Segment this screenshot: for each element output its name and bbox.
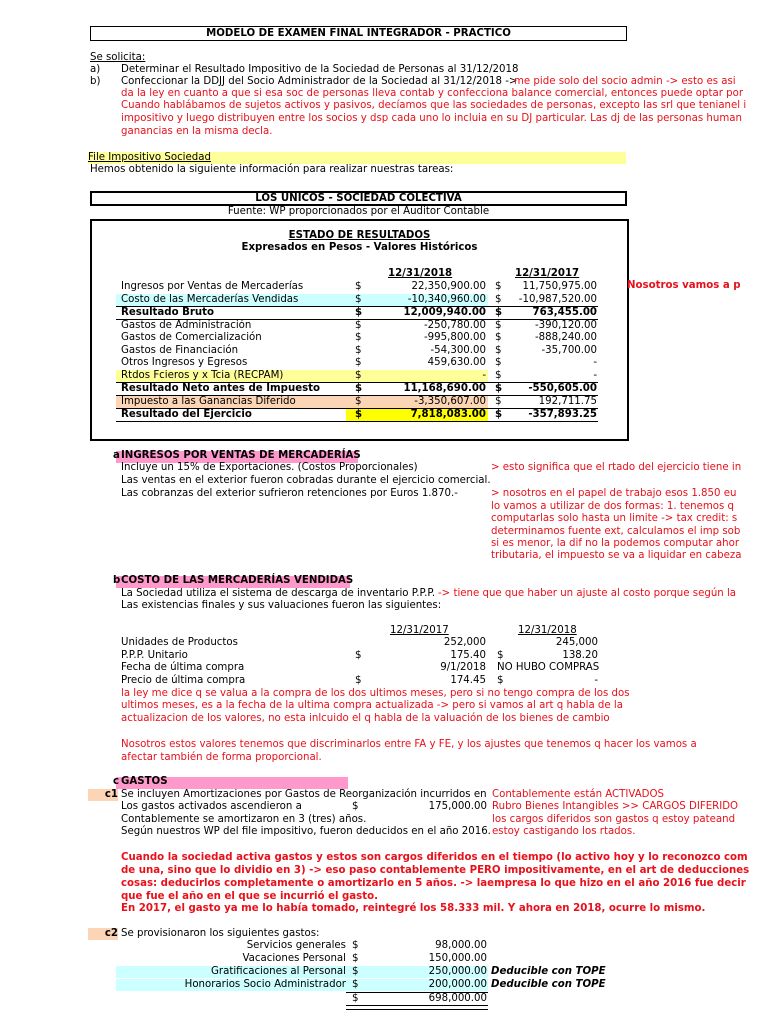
inventory-row-value-2018: - <box>594 675 598 686</box>
section-a-line-3: Las cobranzas del exterior sufrieron retenciones por Euros 1.870.- <box>121 488 458 499</box>
statement-row-value-2017: -550,605.00 <box>528 383 597 394</box>
statement-row-currency-2017: $ <box>495 409 503 420</box>
statement-row-currency-2018: $ <box>355 396 362 407</box>
statement-row-label: Ingresos por Ventas de Mercaderías <box>121 281 304 292</box>
statement-row-rule <box>116 382 598 383</box>
intro-note-2: Cuando hablábamos de sujetos activos y pasivos, decíamos que las sociedades de personas, excepto las srl que tenianel i <box>121 100 747 111</box>
section-b-line-1-note: -> tiene que que haber un ajuste al costo porque según la <box>438 588 737 599</box>
statement-col-2018: 12/31/2018 <box>388 268 453 279</box>
statement-row-currency-2017: $ <box>495 294 502 305</box>
statement-row-label: Rtdos Fcieros y x Tcia (RECPAM) <box>121 370 284 381</box>
statement-row-value-2017: 763,455.00 <box>532 307 597 318</box>
statement-row-currency-2018: $ <box>355 409 363 420</box>
section-b-note-5: afectar también de forma proporcional. <box>121 752 322 763</box>
company-source: Fuente: WP proporcionados por el Auditor Contable <box>227 206 490 217</box>
statement-row-rule <box>116 421 598 422</box>
c1-note-3: los cargos diferidos son gastos q estoy pateand <box>492 814 736 825</box>
inventory-row-currency-2017: $ <box>355 650 362 661</box>
statement-row-value-2018: 459,630.00 <box>427 357 486 368</box>
c1-line-2: Los gastos activados ascendieron a <box>121 801 302 812</box>
statement-row-currency-2017: $ <box>495 396 502 407</box>
statement-row-value-2018: 7,818,083.00 <box>410 409 486 420</box>
statement-row-value-2017: - <box>593 370 597 381</box>
statement-row-rule <box>116 319 598 320</box>
c2-row-note: Deducible con TOPE <box>491 979 606 990</box>
intro-note-1: da la ley en cuanto a que si esa soc de personas lleva contab y confecciona balance comercial, entonces puede optar por <box>121 88 744 99</box>
c2-total-double-rule <box>346 1005 488 1010</box>
section-a-note-3: lo vamos a utilizar de dos formas: 1. tenemos q <box>491 501 735 512</box>
page-title: MODELO DE EXAMEN FINAL INTEGRADOR - PRACTICO <box>90 26 627 41</box>
statement-row-value-2018: -10,340,960.00 <box>407 294 486 305</box>
c2-total-currency: $ <box>352 993 359 1004</box>
file-subtitle: Hemos obtenido la siguiente información para realizar nuestras tareas: <box>90 164 454 175</box>
section-a-note-6: si es menor, la dif no la podemos computar ahor <box>491 538 740 549</box>
item-a-letter: a) <box>90 64 101 75</box>
c2-row-label: Servicios generales <box>246 940 346 951</box>
statement-row-currency-2018: $ <box>355 281 362 292</box>
statement-row-currency-2018: $ <box>355 320 362 331</box>
statement-row-currency-2017: $ <box>495 357 502 368</box>
statement-row-rule <box>116 408 598 409</box>
c1-note-1: Contablemente están ACTIVADOS <box>492 789 665 800</box>
statement-row-label: Gastos de Financiación <box>121 345 239 356</box>
c2-row-label: Gratificaciones al Personal <box>211 966 346 977</box>
statement-row-label: Costo de las Mercaderías Vendidas <box>121 294 299 305</box>
tag-c1: c1 <box>88 789 118 801</box>
statement-row-value-2018: 11,168,690.00 <box>403 383 486 394</box>
section-a-letter: a <box>113 450 120 461</box>
statement-row-label: Resultado del Ejercicio <box>121 409 252 420</box>
statement-row-value-2017: -35,700.00 <box>541 345 597 356</box>
statement-row-currency-2018: $ <box>355 307 363 318</box>
company-name: LOS UNICOS - SOCIEDAD COLECTIVA <box>90 191 627 206</box>
c2-row-currency: $ <box>352 966 359 977</box>
c2-row-currency: $ <box>352 979 359 990</box>
section-b-note-2: ultimos meses, es a la fecha de la ultima compra actualizada -> pero si vamos al art q habla de la <box>121 700 623 711</box>
section-a-line-1: Incluye un 15% de Exportaciones. (Costos Proporcionales) <box>121 462 418 473</box>
section-c-letter: c <box>113 776 120 787</box>
statement-row-currency-2017: $ <box>495 332 502 343</box>
section-c-title: GASTOS <box>121 776 168 787</box>
inventory-row-label: Fecha de última compra <box>121 662 245 673</box>
statement-title: ESTADO DE RESULTADOS <box>288 230 431 241</box>
statement-row-currency-2018: $ <box>355 383 363 394</box>
statement-row-value-2017: -888,240.00 <box>534 332 597 343</box>
c2-row-currency: $ <box>352 953 359 964</box>
statement-col-2017: 12/31/2017 <box>515 268 580 279</box>
statement-row-currency-2018: $ <box>355 370 362 381</box>
item-b-note: me pide solo del socio admin -> esto es asi <box>514 76 736 87</box>
statement-row-label: Otros Ingresos y Egresos <box>121 357 248 368</box>
inventory-row-currency-2018: $ <box>497 650 504 661</box>
inventory-row-value-2017: 174.45 <box>450 675 486 686</box>
c1-bold-note-2: de una, sino que lo dividio en 3) -> eso paso contablemente PERO impositivamente, en el art de deducciones <box>121 865 750 876</box>
section-a-note-4: computarlas solo hasta un limite -> tax credit: s <box>491 513 738 524</box>
inventory-row-label: Unidades de Productos <box>121 637 238 648</box>
statement-row-label: Impuesto a las Ganancias Diferido <box>121 396 296 407</box>
intro-note-4: ganancias en la misma decla. <box>121 126 273 137</box>
statement-row-value-2017: 192,711.75 <box>538 396 597 407</box>
statement-side-note: Nosotros vamos a p <box>627 280 741 291</box>
statement-row-value-2018: -250,780.00 <box>423 320 486 331</box>
statement-row-value-2018: 12,009,940.00 <box>403 307 486 318</box>
c2-row-value: 200,000.00 <box>428 979 487 990</box>
statement-row-value-2018: 22,350,900.00 <box>411 281 486 292</box>
statement-row-value-2017: -390,120.00 <box>534 320 597 331</box>
section-b-line-1: La Sociedad utiliza el sistema de descarga de inventario P.P.P. <box>121 588 436 599</box>
statement-row-value-2018: - <box>482 370 486 381</box>
statement-row-label: Gastos de Administración <box>121 320 252 331</box>
item-b-letter: b) <box>90 76 101 87</box>
item-a-text: Determinar el Resultado Impositivo de la Sociedad de Personas al 31/12/2018 <box>121 64 519 75</box>
file-title: File Impositivo Sociedad <box>88 152 626 164</box>
c1-currency: $ <box>352 801 359 812</box>
inventory-row-label: P.P.P. Unitario <box>121 650 188 661</box>
inventory-col-2018: 12/31/2018 <box>518 625 577 636</box>
section-a-note-2: > nosotros en el papel de trabajo esos 1.850 eu <box>491 488 737 499</box>
statement-row-currency-2017: $ <box>495 345 502 356</box>
intro-note-3: impositivo y luego distribuyen entre los socios y dsp cada uno lo incluia en su DJ particular. Las dj de las personas human <box>121 113 742 124</box>
statement-row-value-2018: -3,350,607.00 <box>414 396 486 407</box>
statement-row-currency-2018: $ <box>355 332 362 343</box>
section-b-note-1: la ley me dice q se valua a la compra de los dos ultimos meses, pero si no tengo compra de los dos <box>121 688 630 699</box>
statement-row-currency-2017: $ <box>495 307 503 318</box>
solicita-label: Se solicita: <box>90 52 146 63</box>
c1-bold-note-4: que fue el año en el que se incurrió el gasto. <box>121 891 378 902</box>
inventory-row-value-2017: 9/1/2018 <box>440 662 486 673</box>
statement-row-value-2017: - <box>593 357 597 368</box>
inventory-row-currency-2018: $ <box>497 675 504 686</box>
inventory-row-value-2017: 175.40 <box>450 650 486 661</box>
c2-row-value: 250,000.00 <box>428 966 487 977</box>
section-a-note-5: determinamos fuente ext, calculamos el imp sob <box>491 526 741 537</box>
c1-bold-note-5: En 2017, el gasto ya me lo había tomado, reintegré los 58.333 mil. Y ahora en 2018, ocurre lo mismo. <box>121 903 706 914</box>
section-b-title: COSTO DE LAS MERCADERÍAS VENDIDAS <box>121 575 354 586</box>
inventory-row-value-2018: 245,000 <box>555 637 598 648</box>
inventory-row-label: Precio de última compra <box>121 675 246 686</box>
statement-subtitle: Expresados en Pesos - Valores Históricos <box>241 242 478 253</box>
inventory-row-value-2017: 252,000 <box>443 637 486 648</box>
statement-row-value-2017: -10,987,520.00 <box>518 294 597 305</box>
c1-amount: 175,000.00 <box>428 801 487 812</box>
c2-row-currency: $ <box>352 940 359 951</box>
statement-row-currency-2018: $ <box>355 345 362 356</box>
section-a-note-1: > esto significa que el rtado del ejercicio tiene in <box>491 462 742 473</box>
statement-row-rule <box>116 395 598 396</box>
inventory-row-value-2018: 138.20 <box>562 650 598 661</box>
c1-bold-note-1: Cuando la sociedad activa gastos y estos son cargos diferidos en el tiempo (lo activo hoy y lo reconozco com <box>121 852 748 863</box>
statement-row-rule <box>116 306 598 307</box>
section-a-note-7: tributaria, el impuesto se va a liquidar en cabeza <box>491 550 742 561</box>
c1-note-2: Rubro Bienes Intangibles >> CARGOS DIFERIDO <box>492 801 739 812</box>
c2-row-value: 98,000.00 <box>435 940 487 951</box>
inventory-row-value-2018: NO HUBO COMPRAS <box>497 662 600 673</box>
statement-row-value-2018: -54,300.00 <box>430 345 486 356</box>
statement-row-currency-2017: $ <box>495 383 503 394</box>
c1-line-3: Contablemente se amortizaron en 3 (tres) años. <box>121 814 367 825</box>
c2-intro: Se provisionaron los siguientes gastos: <box>121 928 320 939</box>
section-b-note-3: actualizacion de los valores, no esta inlcuido el q habla de la valuación de los bienes de cambio <box>121 713 610 724</box>
section-a-title: INGRESOS POR VENTAS DE MERCADERÍAS <box>121 450 361 461</box>
section-a-line-2: Las ventas en el exterior fueron cobradas durante el ejercicio comercial. <box>121 475 491 486</box>
statement-row-currency-2017: $ <box>495 281 502 292</box>
inventory-col-2017: 12/31/2017 <box>390 625 449 636</box>
item-b-text: Confeccionar la DDJJ del Socio Administrador de la Sociedad al 31/12/2018 -> <box>121 76 518 87</box>
statement-row-value-2017: 11,750,975.00 <box>522 281 597 292</box>
section-b-note-4: Nosotros estos valores tenemos que discriminarlos entre FA y FE, y los ajustes que tenemos q hacer los vamos a <box>121 739 697 750</box>
c2-row-label: Honorarios Socio Administrador <box>184 979 346 990</box>
c2-row-value: 150,000.00 <box>428 953 487 964</box>
statement-row-currency-2017: $ <box>495 370 502 381</box>
inventory-row-currency-2017: $ <box>355 675 362 686</box>
tag-c2: c2 <box>88 928 118 940</box>
c1-line-4: Según nuestros WP del file impositivo, fueron deducidos en el año 2016. <box>121 826 491 837</box>
c1-note-4: estoy castigando los rtados. <box>492 826 636 837</box>
c2-row-label: Vacaciones Personal <box>242 953 346 964</box>
statement-row-currency-2018: $ <box>355 294 362 305</box>
c1-line-1: Se incluyen Amortizaciones por Gastos de Reorganización incurridos en <box>121 789 487 800</box>
statement-row-label: Gastos de Comercialización <box>121 332 262 343</box>
c1-bold-note-3: cosas: deducirlos completamente o amortizarlo en 5 años. -> laempresa lo que hizo en el año 2016 fue decir <box>121 878 746 889</box>
section-b-line-2: Las existencias finales y sus valuaciones fueron las siguientes: <box>121 600 442 611</box>
statement-row-label: Resultado Neto antes de Impuesto <box>121 383 321 394</box>
c2-row-note: Deducible con TOPE <box>491 966 606 977</box>
statement-row-value-2018: -995,800.00 <box>423 332 486 343</box>
c2-total: 698,000.00 <box>428 993 487 1004</box>
statement-row-currency-2017: $ <box>495 320 502 331</box>
statement-row-value-2017: -357,893.25 <box>528 409 597 420</box>
statement-row-label: Resultado Bruto <box>121 307 215 318</box>
section-b-letter: b <box>113 575 121 586</box>
statement-row-currency-2018: $ <box>355 357 362 368</box>
